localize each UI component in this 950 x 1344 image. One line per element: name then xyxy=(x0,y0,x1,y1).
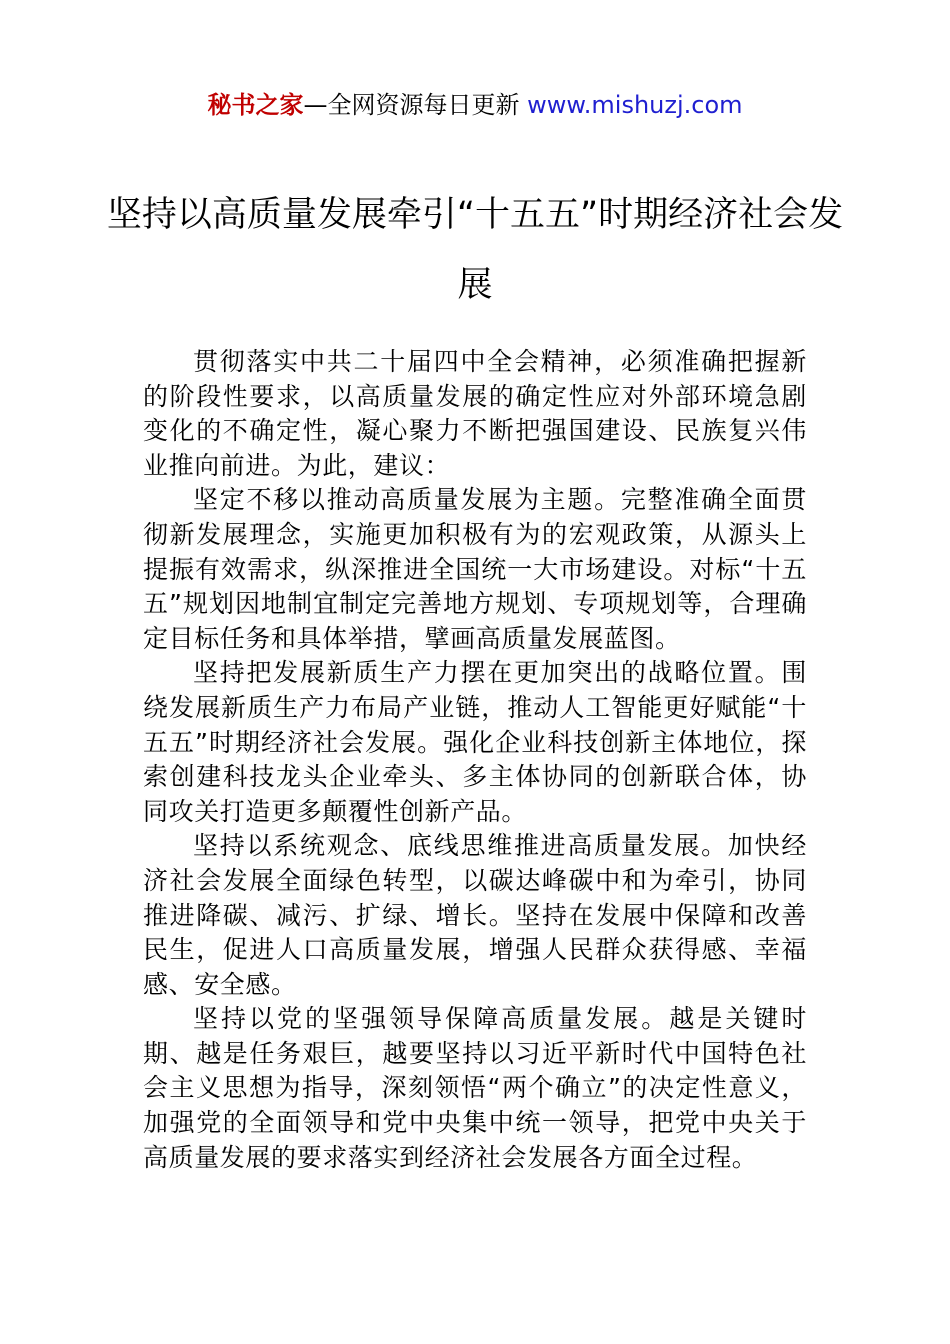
paragraph-systems: 坚持以系统观念、底线思维推进高质量发展。加快经济社会发展全面绿色转型，以碳达峰碳中和为牵引，协同推进降碳、减污、扩绿、增长。坚持在发展中保障和改善民生，促进人口高质量发展，增强人民群众获得感、幸福感、安全感。 xyxy=(143,831,807,999)
paragraph-intro: 贯彻落实中共二十届四中全会精神，必须准确把握新的阶段性要求，以高质量发展的确定性应对外部环境急剧变化的不确定性，凝心聚力不断把强国建设、民族复兴伟业推向前进。为此，建议： xyxy=(143,347,807,480)
document-title: 坚持以高质量发展牵引“十五五”时期经济社会发展 xyxy=(106,195,844,305)
paragraph-leadership: 坚持以党的坚强领导保障高质量发展。越是关键时期、越是任务艰巨，越要坚持以习近平新时代中国特色社会主义思想为指导，深刻领悟“两个确立”的决定性意义，加强党的全面领导和党中央集中统一领导，把党中央关于高质量发展的要求落实到经济社会发展各方面全过程。 xyxy=(143,1004,807,1172)
site-header xyxy=(0,84,950,126)
site-tagline: —全网资源每日更新 xyxy=(303,91,528,119)
paragraph-productivity: 坚持把发展新质生产力摆在更加突出的战略位置。围绕发展新质生产力布局产业链，推动人工智能更好赋能“十五五”时期经济社会发展。强化企业科技创新主体地位，探索创建科技龙头企业牵头、多主体协同的创新联合体，协同攻关打造更多颠覆性创新产品。 xyxy=(143,658,807,826)
site-brand: 秘书之家 xyxy=(207,91,304,119)
document-body xyxy=(143,345,807,1175)
paragraph-theme: 坚定不移以推动高质量发展为主题。完整准确全面贯彻新发展理念，实施更加积极有为的宏观政策，从源头上提振有效需求，纵深推进全国统一大市场建设。对标“十五五”规划因地制宜制定完善地方规划、专项规划等，合理确定目标任务和具体举措，擘画高质量发展蓝图。 xyxy=(143,485,807,653)
site-url-link[interactable]: www.mishuzj.com xyxy=(527,91,743,119)
